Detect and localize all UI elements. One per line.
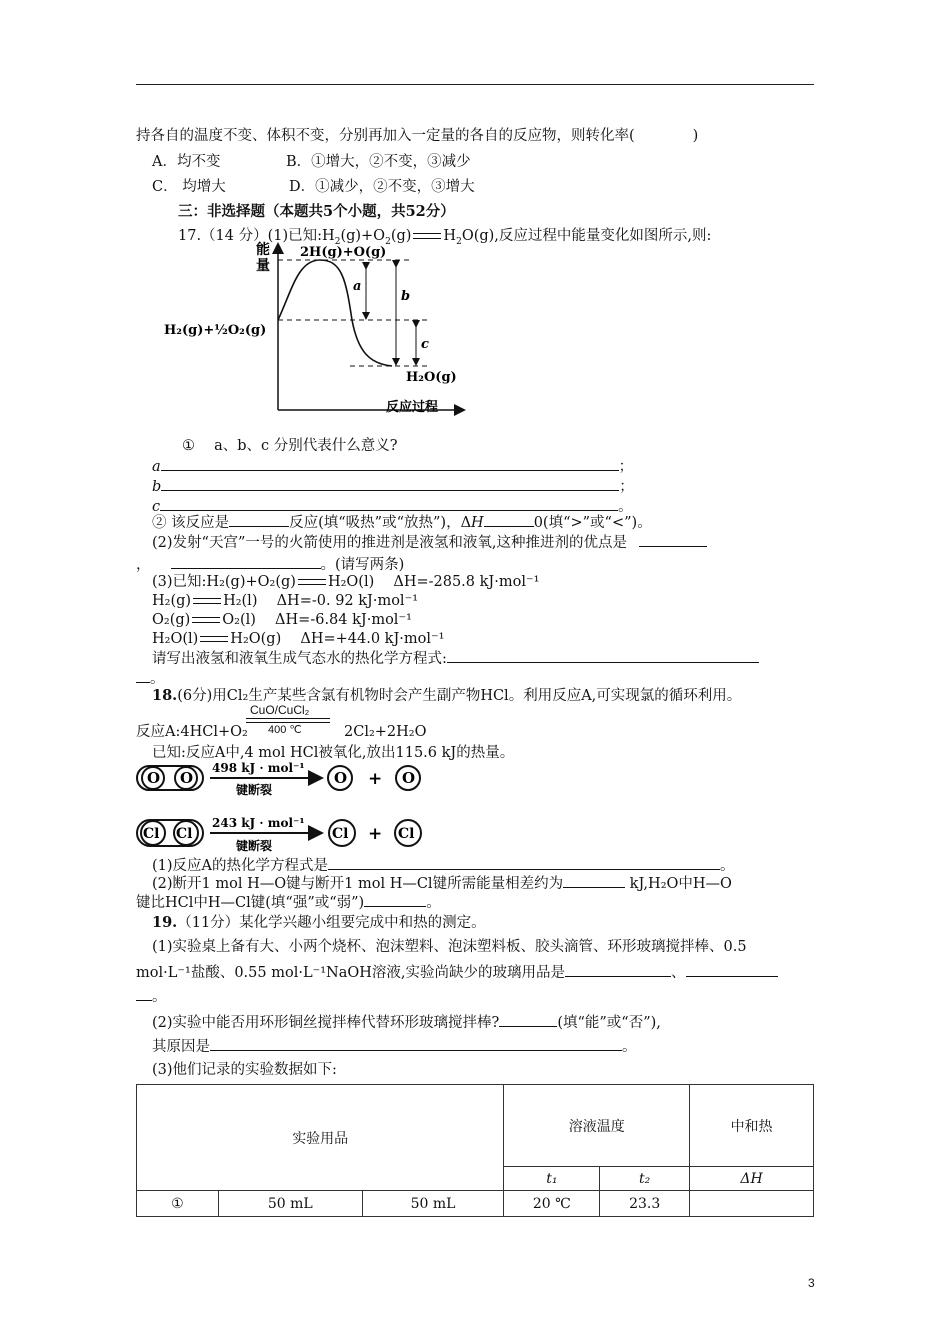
q19-part-3: (3)他们记录的实验数据如下: (152, 1062, 337, 1078)
answer-blank-q19-1b[interactable] (686, 962, 778, 977)
header-t2: t₂ (600, 1167, 690, 1191)
energy-curve (278, 260, 392, 366)
q16-option-d: D．①减少，②不变，③增大 (289, 179, 475, 195)
answer-blank-a[interactable] (161, 456, 619, 471)
q17-stem: 17.（14 分）(1)已知$:H_2(g)+O_2(g)$ $H_2O(g)$,反应过程中能量变化如图所示,则: (178, 228, 712, 247)
bond-break-label-cl: 键断裂 (236, 839, 273, 853)
header-t1: t₁ (504, 1167, 600, 1191)
q19-part-1-l3: 。 (136, 986, 167, 1007)
svg-text:+: + (368, 824, 383, 844)
q17-line-a: a ； (152, 456, 633, 477)
q19-stem: 19.（11分）某化学兴趣小组要完成中和热的测定。 (152, 914, 486, 931)
q17-part-3-eq2: H₂(g) H₂(l) ΔH=-0. 92 kJ·mol⁻¹ (152, 593, 419, 609)
svg-text:Cl: Cl (398, 826, 415, 842)
q18-part-2-cont: 键比HCl中H—Cl键(填“强”或“弱”) 。 (136, 892, 441, 913)
q19-part-1-l2: mol·L⁻¹盐酸、0.55 mol·L⁻¹NaOH溶液,实验尚缺少的玻璃用品是 、 (136, 962, 778, 983)
answer-blank-thermo-eq[interactable] (447, 648, 759, 663)
answer-blank-c[interactable] (160, 496, 618, 511)
y-axis-label-2: 量 (256, 258, 270, 274)
header-solution-temp: 溶液温度 (504, 1085, 690, 1167)
q16-option-b: B．①增大，②不变，③减少 (286, 154, 471, 170)
q18-stem: 18.(6分)用Cl₂生产某些含氯有机物时会产生副产物HCl。利用反应A,可实现氯的循环利用。 (152, 687, 742, 704)
answer-blank-reaction-type[interactable] (229, 512, 289, 527)
q17-line-b: b ； (152, 476, 634, 497)
data-table (136, 1084, 814, 1217)
q17-part-3-eq4: H₂O(l) H₂O(g) ΔH=+44.0 kJ·mol⁻¹ (152, 631, 445, 647)
q16-continuation: 持各自的温度不变、体积不变，分别再加入一定量的各自的反应物，则转化率( ) (136, 128, 699, 144)
header-materials: 实验用品 (137, 1085, 504, 1191)
answer-blank-q19-2a[interactable] (499, 1012, 557, 1027)
q18-temperature: 400 ℃ (268, 724, 302, 736)
svg-text:O: O (147, 769, 161, 787)
q17-part-2: (2)发射“天宫”一号的火箭使用的推进剂是液氢和液氧,这种推进剂的优点是 (152, 532, 707, 553)
q19-part-1-l1: (1)实验桌上备有大、小两个烧杯、泡沫塑料、泡沫塑料板、胶头滴管、环形玻璃搅拌棒、0.5 (152, 939, 747, 955)
answer-blank-advantage-2[interactable] (171, 554, 321, 569)
q18-part-1: (1)反应A的热化学方程式是 。 (152, 855, 735, 876)
svg-text:Cl: Cl (143, 826, 160, 842)
svg-text:+: + (368, 769, 383, 789)
svg-text:O: O (334, 769, 348, 787)
page-number: 3 (808, 1276, 815, 1290)
q17-part-2-cont: ， 。(请写两条) (136, 554, 404, 575)
q17-part-3-end: 。 (136, 668, 165, 689)
q18-reaction-a: 反应A:4HCl+O₂ (136, 724, 248, 740)
q19-part-2-reason: 其原因是 。 (152, 1036, 637, 1057)
label-bottom-state: H₂O(g) (406, 370, 457, 385)
q17-question-1: ① a、b、c 分别代表什么意义? (182, 438, 398, 454)
q17-question-2: ② 该反应是 反应(填“吸热”或“放热”)，ΔH 0(填“>”或“<”)。 (152, 512, 652, 533)
answer-blank-q18-2b[interactable] (364, 892, 426, 907)
answer-blank-delta-h[interactable] (484, 512, 534, 527)
bond-diagram-cl (136, 812, 436, 858)
answer-blank-q18-1[interactable] (328, 855, 720, 870)
label-b: b (401, 289, 411, 304)
label-top-state: 2H(g)+O(g) (300, 245, 387, 260)
header-rule (136, 84, 814, 85)
q17-part-3-eq3: O₂(g) O₂(l) ΔH=-6.84 kJ·mol⁻¹ (152, 612, 412, 628)
svg-text:Cl: Cl (332, 826, 349, 842)
answer-blank-q19-1a[interactable] (565, 962, 671, 977)
q17-part-3-ask: 请写出液氢和液氧生成气态水的热化学方程式: (152, 648, 759, 669)
header-delta-h: ΔH (690, 1167, 814, 1191)
y-axis-label-1: 能 (256, 242, 270, 258)
label-a: a (353, 279, 362, 294)
q16-option-a: A．均不变 (152, 154, 221, 170)
q17-line-c: c 。 (152, 496, 633, 517)
svg-text:Cl: Cl (176, 826, 193, 842)
bond-energy-o: 498 kJ · mol⁻¹ (212, 761, 305, 775)
q18-reaction-products: 2Cl₂+2H₂O (344, 724, 427, 740)
svg-text:O: O (180, 769, 194, 787)
header-neutralization-heat: 中和热 (690, 1085, 814, 1167)
answer-blank-advantage-1[interactable] (639, 532, 707, 547)
section-3-title: 三：非选择题（本题共5个小题，共52分） (178, 203, 455, 220)
answer-blank-q19-2b[interactable] (210, 1036, 622, 1051)
q18-known: 已知:反应A中,4 mol HCl被氧化,放出115.6 kJ的热量。 (152, 745, 515, 761)
x-axis-label: 反应过程 (386, 400, 439, 415)
table-row: ① 50 mL 50 mL 20 ℃ 23.3 (137, 1191, 814, 1217)
q18-part-2: (2)断开1 mol H—O键与断开1 mol H—Cl键所需能量相差约为 kJ,H₂O中H—O (152, 873, 732, 894)
q18-catalyst: CuO/CuCl₂ (250, 703, 310, 717)
svg-text:O: O (402, 769, 416, 787)
label-c: c (421, 337, 429, 352)
equals-sign (413, 233, 441, 239)
label-mid-state: H₂(g)+½O₂(g) (164, 323, 267, 338)
bond-diagram-o (136, 758, 436, 800)
bond-break-label-o: 键断裂 (236, 783, 273, 797)
q19-part-2: (2)实验中能否用环形铜丝搅拌棒代替环形玻璃搅拌棒? (填“能”或“否”), (152, 1012, 661, 1033)
bond-energy-cl: 243 kJ · mol⁻¹ (212, 816, 305, 830)
q16-option-c: C． 均增大 (152, 179, 226, 195)
answer-blank-q18-2a[interactable] (563, 873, 625, 888)
energy-diagram (160, 240, 470, 420)
answer-blank-b[interactable] (161, 476, 619, 491)
q17-part-3-eq1: (3)已知:H₂(g)+O₂(g) H₂O(l) ΔH=-285.8 kJ·mol⁻¹ (152, 574, 540, 590)
